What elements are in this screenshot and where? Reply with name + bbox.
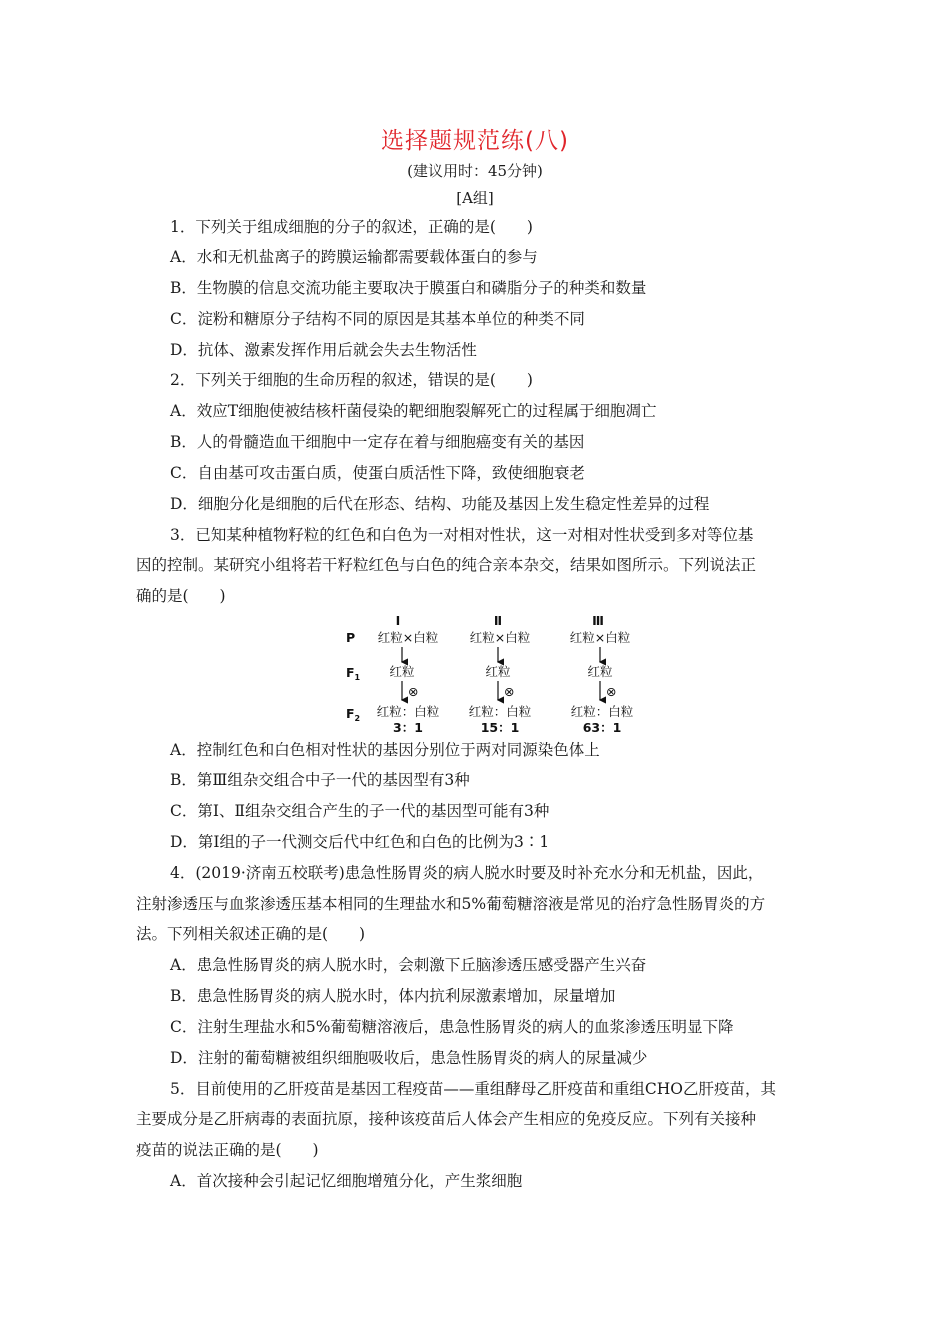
q4-option-b: B．患急性肠胃炎的病人脱水时，体内抗利尿激素增加，尿量增加 xyxy=(170,987,616,1005)
f2-3: 红粒：白粒 xyxy=(570,704,634,719)
q3-option-b: B．第Ⅲ组杂交组合中子一代的基因型有3种 xyxy=(170,771,470,789)
q4-stem-line2: 注射渗透压与血浆渗透压基本相同的生理盐水和5%葡萄糖溶液是常见的治疗急性肠胃炎的方 xyxy=(136,895,766,913)
q5-stem-line2: 主要成分是乙肝病毒的表面抗原，接种该疫苗后人体会产生相应的免疫反应。下列有关接种 xyxy=(136,1110,757,1128)
ratio-2: 15：1 xyxy=(480,720,520,735)
q4-stem-line3: 法。下列相关叙述正确的是( ) xyxy=(136,925,366,943)
cross-3: 红粒×白粒 xyxy=(569,630,631,645)
q3-stem-line1: 3．已知某种植物籽粒的红色和白色为一对相对性状，这一对相对性状受到多对等位基 xyxy=(170,526,754,544)
f1-subscript: 1 xyxy=(354,673,361,682)
group-label: [A组] xyxy=(456,189,494,207)
q4-stem-line1: 4．(2019·济南五校联考)患急性肠胃炎的病人脱水时要及时补充水分和无机盐，因此， xyxy=(170,864,764,882)
q1-stem: 1．下列关于组成细胞的分子的叙述，正确的是( ) xyxy=(170,218,533,236)
q2-option-d: D．细胞分化是细胞的后代在形态、结构、功能及基因上发生稳定性差异的过程 xyxy=(170,495,710,513)
q1-option-a: A．水和无机盐离子的跨膜运输都需要载体蛋白的参与 xyxy=(170,248,538,266)
q5-stem-line1: 5．目前使用的乙肝疫苗是基因工程疫苗——重组酵母乙肝疫苗和重组CHO乙肝疫苗，其 xyxy=(170,1080,776,1098)
q4-option-d: D．注射的葡萄糖被组织细胞吸收后，患急性肠胃炎的病人的尿量减少 xyxy=(170,1049,648,1067)
cross-2: 红粒×白粒 xyxy=(469,630,531,645)
f1-1: 红粒 xyxy=(389,664,415,679)
q4-option-a: A．患急性肠胃炎的病人脱水时，会刺激下丘脑渗透压感受器产生兴奋 xyxy=(170,956,647,974)
f1-2: 红粒 xyxy=(485,664,511,679)
q1-option-b: B．生物膜的信息交流功能主要取决于膜蛋白和磷脂分子的种类和数量 xyxy=(170,279,647,297)
row-label-f2 xyxy=(346,706,360,723)
f2-subscript: 2 xyxy=(354,714,361,723)
q2-option-c: C．自由基可攻击蛋白质，使蛋白质活性下降，致使细胞衰老 xyxy=(170,464,585,482)
f2-1: 红粒：白粒 xyxy=(376,704,440,719)
row-label-f1 xyxy=(346,665,361,682)
q2-stem: 2．下列关于细胞的生命历程的叙述，错误的是( ) xyxy=(170,371,533,389)
q4-option-c: C．注射生理盐水和5%葡萄糖溶液后，患急性肠胃炎的病人的血浆渗透压明显下降 xyxy=(170,1018,734,1036)
q5-stem-line3: 疫苗的说法正确的是( ) xyxy=(136,1141,319,1159)
cross-diagram xyxy=(340,612,640,737)
page-title: 选择题规范练(八) xyxy=(381,128,569,154)
f1-letter: F xyxy=(346,665,355,680)
self-1: ⊗ xyxy=(408,684,419,699)
f1-3: 红粒 xyxy=(587,664,613,679)
f2-2: 红粒：白粒 xyxy=(468,704,532,719)
q1-option-d: D．抗体、激素发挥作用后就会失去生物活性 xyxy=(170,341,477,359)
q3-stem-line2: 因的控制。某研究小组将若干籽粒红色与白色的纯合亲本杂交，结果如图所示。下列说法正 xyxy=(136,556,757,574)
time-note: (建议用时：45分钟) xyxy=(407,162,543,180)
row-label-p: P xyxy=(346,630,356,645)
ratio-3: 63：1 xyxy=(582,720,622,735)
q3-stem-line3: 确的是( ) xyxy=(136,587,226,605)
group-1-label: Ⅰ xyxy=(395,613,401,628)
q2-option-b: B．人的骨髓造血干细胞中一定存在着与细胞癌变有关的基因 xyxy=(170,433,585,451)
self-2: ⊗ xyxy=(504,684,515,699)
group-2-label: Ⅱ xyxy=(493,613,503,628)
ratio-1: 3：1 xyxy=(393,720,423,735)
q5-option-a: A．首次接种会引起记忆细胞增殖分化，产生浆细胞 xyxy=(170,1172,523,1190)
q3-option-d: D．第Ⅰ组的子一代测交后代中红色和白色的比例为3∶1 xyxy=(170,833,550,851)
q1-option-c: C．淀粉和糖原分子结构不同的原因是其基本单位的种类不同 xyxy=(170,310,585,328)
self-3: ⊗ xyxy=(606,684,617,699)
group-3-label: Ⅲ xyxy=(592,613,604,628)
q3-option-a: A．控制红色和白色相对性状的基因分别位于两对同源染色体上 xyxy=(170,741,600,759)
cross-1: 红粒×白粒 xyxy=(377,630,439,645)
f2-letter: F xyxy=(346,706,355,721)
q2-option-a: A．效应T细胞使被结核杆菌侵染的靶细胞裂解死亡的过程属于细胞凋亡 xyxy=(170,402,657,420)
q3-option-c: C．第Ⅰ、Ⅱ组杂交组合产生的子一代的基因型可能有3种 xyxy=(170,802,550,820)
